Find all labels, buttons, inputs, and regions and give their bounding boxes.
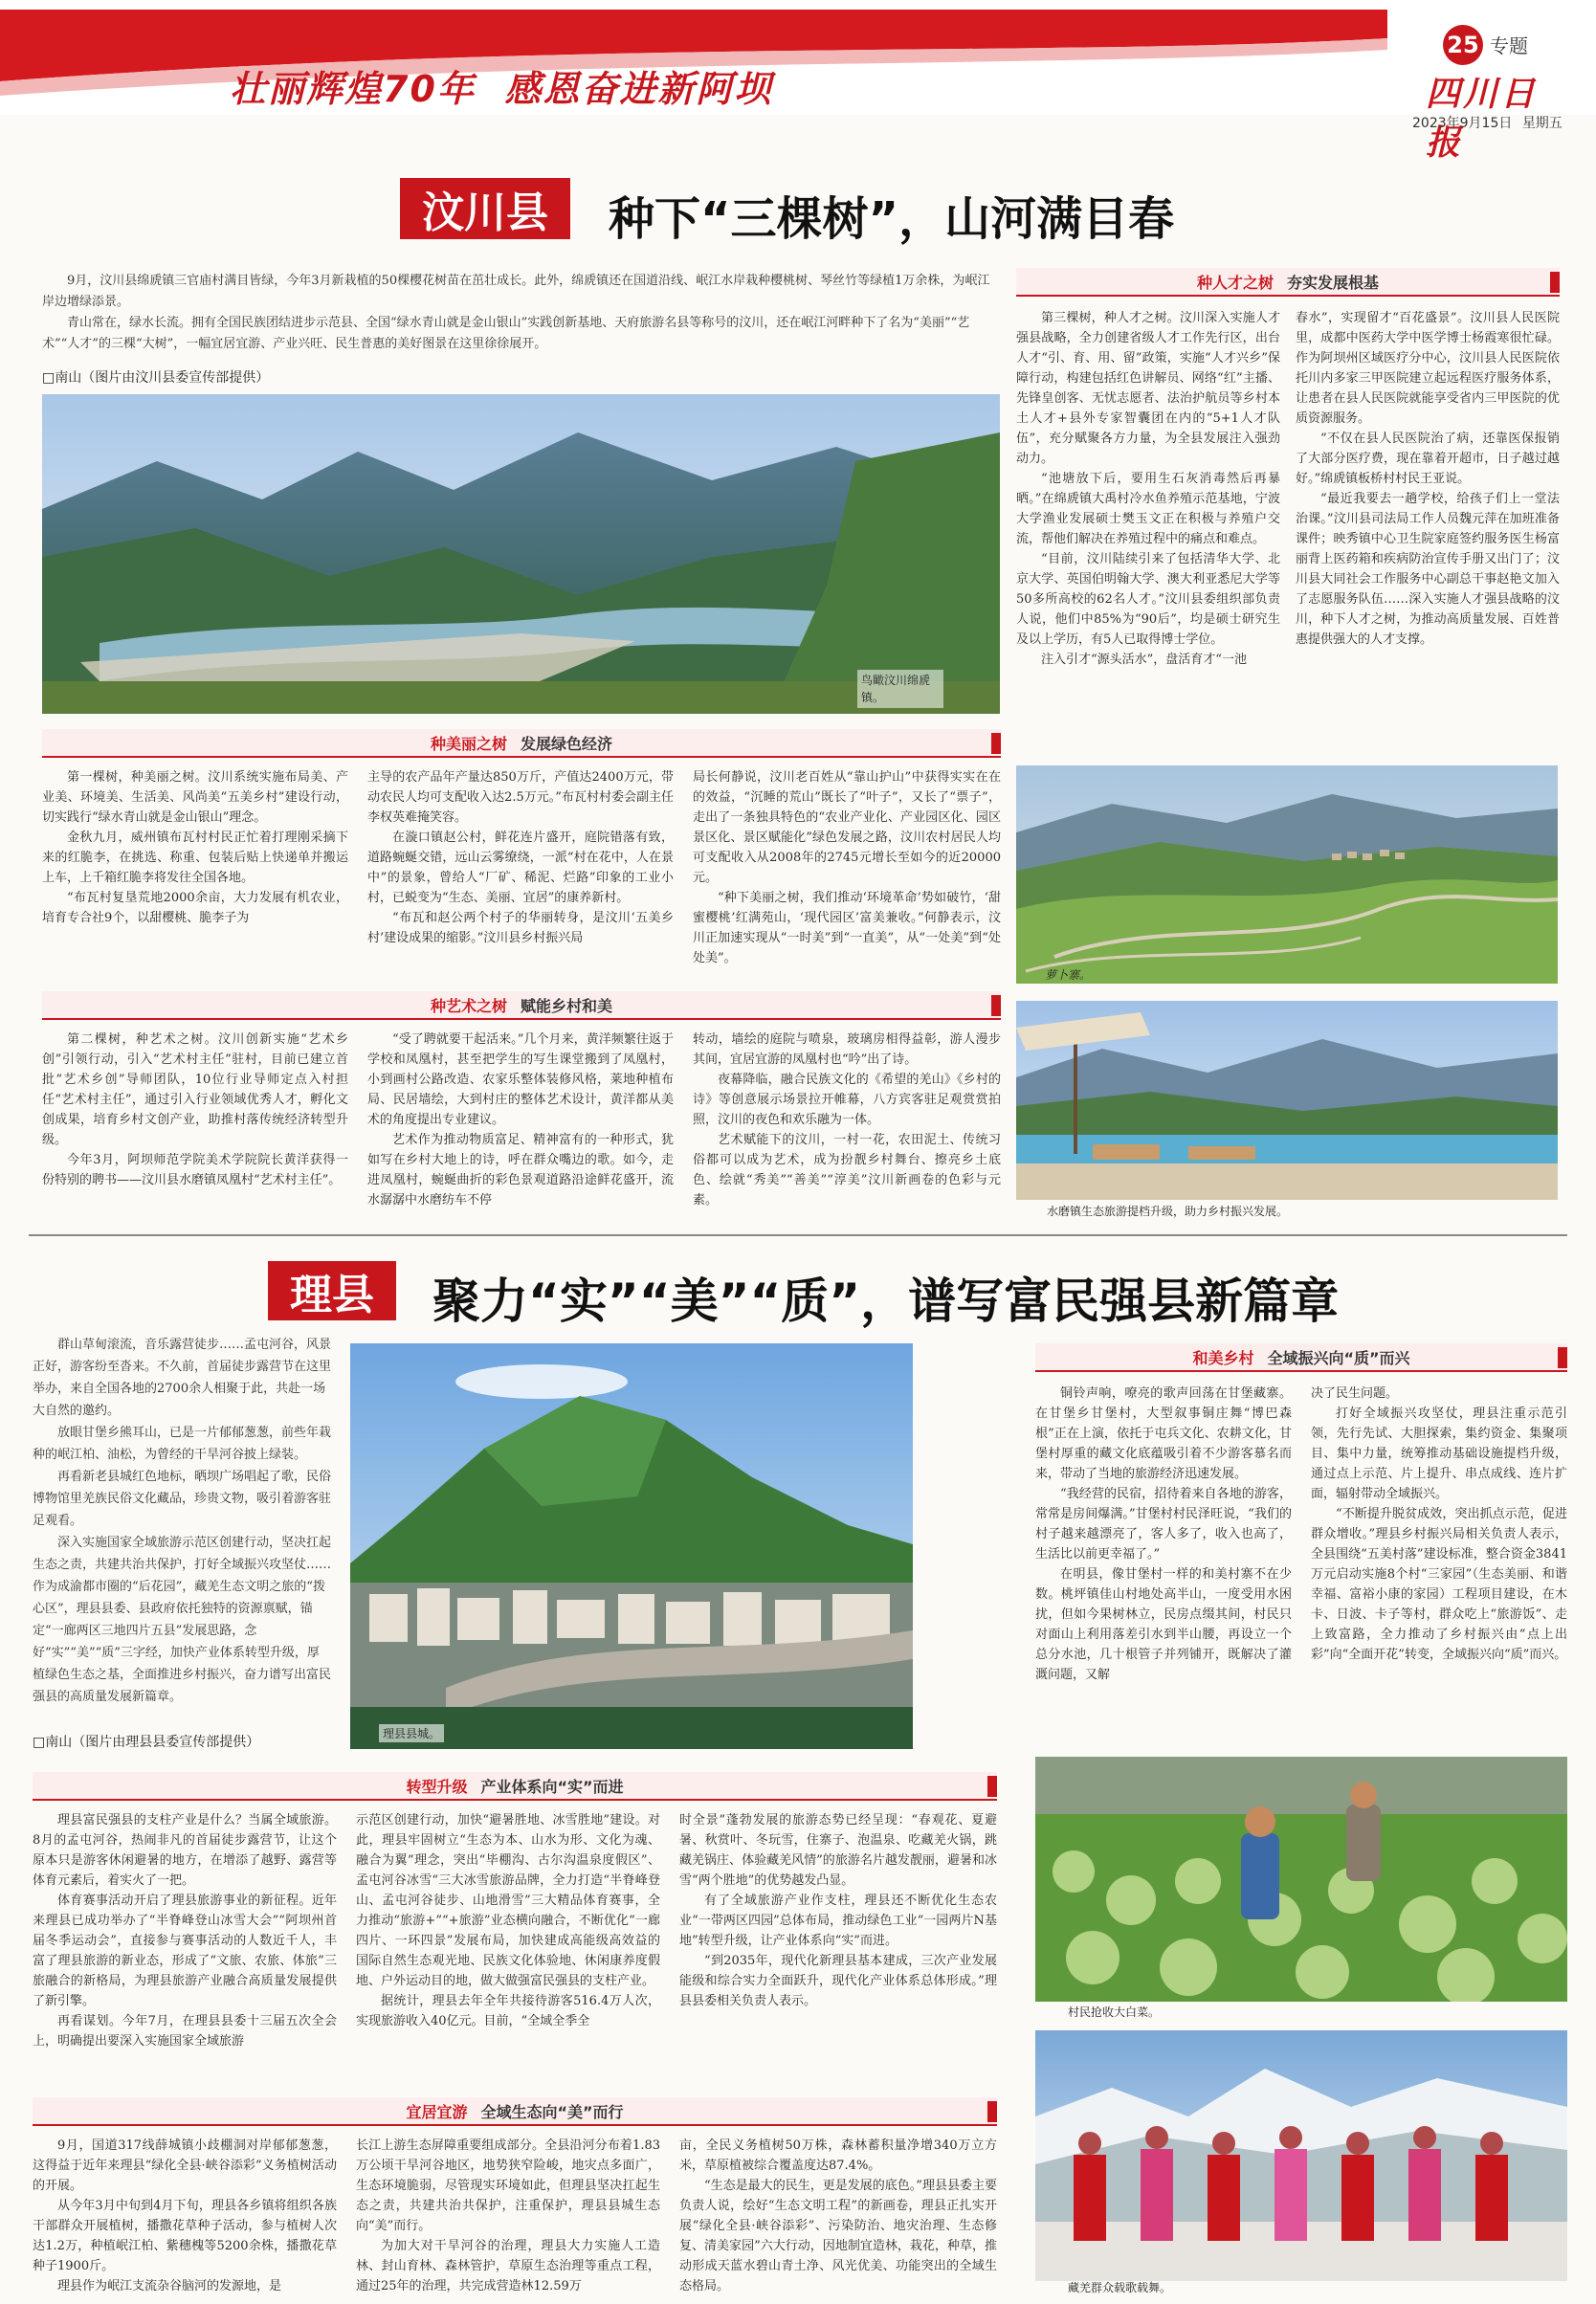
art-para: 今年3月，阿坝师范学院美术学院院长黄洋获得一份特别的聘书——汶川县水磨镇凤凰村“艺术村主任”。 (42, 1153, 348, 1187)
ecology-para: “生态是最大的民生，更是发展的底色。”理县县委主要负责人说，绘好“生态文明工程”的新画卷，理县正扎实开展“绿化全县·峡谷添彩”、污染防治、地灾治理、生态修复、清美家园”六大行动，因地制宜造林，栽花，种草，推动形成天蓝水碧山青土净、风光优美、功能突出的全域生态格局。 (679, 2179, 997, 2293)
wenchuan-tag: 汶川县 (400, 178, 570, 239)
ecology-col2 (356, 2136, 660, 2300)
upgrade-para: “到2035年，现代化新理县基本建成，三次产业发展能级和综合实力全面跃升，现代化产业体系总体形成。”理县县委相关负责人表示。 (679, 1954, 997, 2008)
upgrade-para: 时全景”蓬勃发展的旅游态势已经呈现：“春观花、夏避暑、秋赏叶、冬玩雪，住寨子、泡温泉、吃藏羌火锅，跳藏羌锅庄、体验藏羌风情”的旅游名片越发靓丽，避暑和冰雪“两个胜地”的优势越发凸显。 (679, 1813, 997, 1888)
page-number-badge (1443, 25, 1483, 65)
lixian-photo-county (350, 1343, 913, 1749)
harmony-col2 (1311, 1384, 1567, 1738)
beauty-para: “布瓦村复垦荒地2000余亩，大力发展有机农业，培育专合社9个，以甜樱桃、脆李子为 (42, 891, 348, 925)
wenchuan-lead (42, 271, 1001, 355)
lixian-lead-para: 群山草甸滚流，音乐露营徒步……孟屯河谷，风景正好，游客纷至沓来。不久前，首届徒步露营节在这里举办，来自全国各地的2700余人相聚于此，共赴一场大自然的邀约。 (33, 1338, 331, 1418)
beauty-col2 (367, 767, 674, 989)
beauty-col3 (693, 767, 1001, 989)
harmony-para: 在明县，像甘堡村一样的和美村寨不在少数。桃坪镇佳山村地处高半山，一度受用水困扰，但如今果树林立，民房点缀其间，村民只对面山上利用落差引水到半山腰，再设立一个总分水池，几十根管子并列铺开，既解决了灌溉问题，又解 (1035, 1567, 1292, 1682)
talent-para: 注入引才“源头活水”，盘活育才“一池 (1041, 653, 1247, 667)
wenchuan-photo-shuimo-caption: 水磨镇生态旅游提档升级，助力乡村振兴发展。 (1047, 1205, 1289, 1218)
talent-para: 第三棵树，种人才之树。汶川深入实施人才强县战略，全力创建省级人才工作先行区，出台人才“引、育、用、留”政策，实施“人才兴乡”保障行动，构建包括红色讲解员、网络“红”主播、先锋皇创客、无忧志愿者、法治护航员等乡村本土人才+县外专家智囊团在内的“5+1人才队伍”，充分赋聚各方力量，为全县发展注入强劲动力。 (1016, 311, 1280, 466)
ecology-para: 为加大对干旱河谷的治理，理县大力实施人工造林、封山育林、森林管护，草原生态治理等重点工程，通过25年的治理，共完成营造林12.59万 (356, 2239, 660, 2293)
art-title: 赋能乡村和美 (521, 996, 613, 1015)
ecology-para: 亩，全民义务植树50万株，森林蓄积量净增340万立方米，草原植被综合覆盖度达87.4%。 (679, 2138, 997, 2173)
lixian-byline: □南山（图片由理县县委宣传部提供） (33, 1735, 260, 1750)
lixian-lead (33, 1334, 331, 1745)
upgrade-col1 (33, 1810, 337, 2095)
upgrade-para: 理县富民强县的支柱产业是什么？当属全域旅游。8月的孟屯河谷，热闹非凡的首届徒步露营节，让这个原本只是游客休闲避暑的地方，在增添了越野、露营等体育元素后，着实火了一把。 (33, 1813, 337, 1888)
talent-para: “池塘放下后，要用生石灰消毒然后再暴晒。”在绵虒镇大禹村冷水鱼养殖示范基地，宁波大学渔业发展硕士樊玉文正在积极与养殖户交流，帮他们解决在养殖过程中的痛点和难点。 (1016, 472, 1280, 546)
upgrade-para: 再看谋划。今年7月，在理县县委十三届五次全会上，明确提出要深入实施国家全域旅游 (33, 2014, 337, 2049)
harmony-label: 和美乡村 (1192, 1348, 1254, 1367)
wenchuan-title: 种下“三棵树”，山河满目春 (609, 192, 1175, 246)
upgrade-label: 转型升级 (406, 1777, 468, 1796)
talent-col2 (1296, 308, 1560, 748)
lixian-lead-para: 深入实施国家全域旅游示范区创建行动，坚决扛起生态之责，共建共治共保护，打好全域振兴攻坚仗……作为成渝都市圈的“后花园”，藏羌生态文明之旅的“拨心区”，理县县委、县政府依托独特的资源禀赋，锚定“一廊两区三地四片五县”发展思路，念好“实”“美”“质”三字经，加快产业体系转型升级，厚植绿色生态之基，全面推进乡村振兴，奋力谱写出富民强县的高质量发展新篇章。 (33, 1536, 331, 1704)
harmony-para: “我经营的民宿，招待着来自各地的游客，常常是房间爆满。”甘堡村村民泽旺说，“我们的村子越来越漂亮了，客人多了，收入也高了，生活比以前更幸福了。” (1035, 1487, 1292, 1562)
lixian-tag: 理县 (268, 1261, 396, 1320)
wenchuan-photo-luobozhai (1016, 765, 1558, 984)
talent-para: 春水”，实现留才“百花盛景”。汶川县人民医院里，成都中医药大学中医学博士杨霞寒很忙碌。作为阿坝州区域医疗分中心，汶川县人民医院依托川内多家三甲医院建立起远程医疗服务体系，让患者在县人民医院就能享受省内三甲医院的优质资源服务。 (1296, 311, 1560, 426)
lixian-photo-cabbage-caption: 村民抢收大白菜。 (1068, 2005, 1161, 2019)
beauty-para: 局长何静说，汶川老百姓从“靠山护山”中获得实实在在的效益，“沉睡的荒山”既长了“叶子”，又长了“票子”，走出了一条独具特色的“农业产业化、产业园区化、园区景区化、景区赋能化”绿色发展之路，汶川农村居民人均可支配收入从2008年的2745元增长至如今的近20000元。 (693, 770, 1001, 885)
lixian-lead-para: 再看新老县城红色地标，晒坝广场唱起了歌，民俗博物馆里羌族民俗文化藏品，珍贵文物，吸引着游客驻足观看。 (33, 1470, 331, 1528)
ecology-col1 (33, 2136, 337, 2300)
talent-title: 夯实发展根基 (1287, 273, 1380, 292)
ecology-para: 从今年3月中旬到4月下旬，理县各乡镇将组织各族干部群众开展植树，播撒花草种子活动，参与植树人次达1.2万，种植岷江柏、紫穗槐等5200余株，播撒花草种子1900斤。 (33, 2199, 337, 2273)
paper-name: 四川日报 (1426, 74, 1539, 163)
wenchuan-photo-shuimo (1016, 1001, 1558, 1200)
harmony-para: 决了民生问题。 (1311, 1386, 1399, 1401)
beauty-para: 主导的农产品年产量达850万斤，产值达2400万元，带动农民人均可支配收入达2.5万元。”布瓦村村委会副主任李权英难掩笑容。 (367, 770, 674, 825)
ecology-para: 理县作为岷江支流杂谷脑河的发源地，是 (57, 2279, 282, 2293)
beauty-header (42, 729, 1001, 758)
beauty-para: 第一棵树，种美丽之树。汶川系统实施布局美、产业美、环境美、生活美、风尚美“五美乡村”建设行动，切实践行“绿水青山就是金山银山”理念。 (42, 770, 348, 825)
upgrade-para: 体育赛事活动开启了理县旅游事业的新征程。近年来理县已成功举办了“半脊峰登山冰雪大会”“阿坝州首届冬季运动会”，直接参与赛事活动的人数近千人，丰富了理县旅游的新业态，形成了“文旅、农旅、体旅”三旅融合的新格局，为理县旅游产业融合高质量发展提供了新引擎。 (33, 1894, 337, 2008)
beauty-title: 发展绿色经济 (521, 734, 613, 753)
issue-date: 2023年9月15日 (1412, 116, 1513, 131)
talent-label: 种人才之树 (1196, 273, 1274, 292)
ecology-header (33, 2097, 997, 2126)
harmony-para: 打好全域振兴攻坚仗，理县注重示范引领，先行先试、大胆探索，集约资金、集聚项目、集中力量，统筹推动基础设施提档升级，通过点上示范、片上提升、串点成线、连片扩面，辐射带动全域振兴。 (1311, 1407, 1567, 1501)
wenchuan-photo-valley-caption: 鸟瞰汶川绵虒镇。 (857, 670, 943, 708)
wenchuan-lead-p1: 9月，汶川县绵虒镇三官庙村满目皆绿，今年3月新栽植的50棵樱花树苗在茁壮成长。此外，绵虒镇还在国道沿线、岷江水岸栽种樱桃树、琴丝竹等绿植1万余株，为岷江岸边增绿添景。 (42, 274, 990, 309)
wenchuan-photo-luobozhai-caption: 萝卜寨。 (1045, 968, 1092, 982)
art-col1 (42, 1030, 348, 1219)
beauty-para: 在漩口镇赵公村，鲜花连片盛开，庭院错落有致，道路蜿蜒交错，远山云雾缭绕，一派“村在花中，人在景中”的景象，曾给人“厂矿、稀泥、烂路”印象的工业小村，已蜕变为“生态、美丽、宜居”的康养新村。 (367, 831, 674, 905)
ecology-para: 长江上游生态屏障重要组成部分。全县沿河分布着1.83万公顷干旱河谷地区，地势狭窄险峻，地灾点多面广，生态环境脆弱，尽管现实环境如此，但理县坚决扛起生态之责，共建共治共保护，注重保护，理县县城生态向“美”而行。 (356, 2138, 660, 2233)
lixian-photo-cabbage (1035, 1757, 1567, 2002)
upgrade-title: 产业体系向“实”而进 (480, 1777, 624, 1796)
page-number: 25 (1447, 32, 1479, 58)
section-name: 专题 (1490, 34, 1528, 57)
upgrade-col3 (679, 1810, 997, 2095)
upgrade-para: 据统计，理县去年全年共接待游客516.4万人次，实现旅游收入40亿元。目前，“全域全季全 (356, 1994, 660, 2028)
talent-para: “不仅在县人民医院治了病，还靠医保报销了大部分医疗费，现在靠着开超市，日子越过越好。”绵虒镇板桥村村民王亚说。 (1296, 432, 1560, 486)
lixian-photo-dancers-caption: 藏羌群众载歌载舞。 (1068, 2281, 1172, 2294)
art-col3 (693, 1030, 1001, 1219)
art-header (42, 991, 1001, 1020)
section-divider (29, 1234, 1567, 1236)
art-label: 种艺术之树 (430, 996, 507, 1015)
harmony-title: 全域振兴向“质”而兴 (1267, 1348, 1410, 1367)
issue-date-line (1412, 113, 1563, 132)
harmony-header (1035, 1343, 1567, 1372)
art-para: 夜幕降临，融合民族文化的《希望的羌山》《乡村的诗》等创意展示场景拉开帷幕，八方宾客驻足观赏赏拍照，汶川的夜色和欢乐融为一体。 (693, 1073, 1001, 1127)
lixian-title: 聚力“实”“美”“质”，谱写富民强县新篇章 (432, 1274, 1340, 1329)
ecology-para: 9月，国道317线薛城镇小歧棚洞对岸郁郁葱葱，这得益于近年来理县“绿化全县·峡谷添彩”义务植树活动的开展。 (33, 2138, 337, 2193)
art-para: “受了聘就要干起活来。”几个月来，黄洋频繁往返于学校和凤凰村，甚至把学生的写生课堂搬到了凤凰村，小到画村公路改造、农家乐整体装修风格，莱地种植布局、民居墙绘，大到村庄的整体艺术设计，黄洋都从美术的角度提出专业建议。 (367, 1032, 674, 1127)
art-para: 第二棵树，种艺术之树。汶川创新实施“艺术乡创”引领行动，引入“艺术村主任”驻村，目前已建立首批“艺术乡创”导师团队，10位行业导师定点入村担任“艺术村主任”，通过引入行业领域优秀人才，孵化文创成果，培育乡村文创产业，助推村落传统经济转型升级。 (42, 1032, 348, 1147)
talent-col1 (1016, 308, 1280, 748)
harmony-para: “不断提升脱贫成效，突出抓点示范，促进群众增收。”理县乡村振兴局相关负责人表示，全县围绕“五美村落”建设标准，整合资金3841万元启动实施8个村“三家园”（生态美丽、和谐幸福、富裕小康的家园）工程项目建设，在木卡、日波、卡子等村，群众吃上“旅游饭”、走上致富路，全力推动了乡村振兴由“点上出彩”向“全面开花”转变，全域振兴向“质”而兴。 (1311, 1507, 1567, 1662)
beauty-para: “种下美丽之树，我们推动‘环境革命’势如破竹，‘甜蜜樱桃’红满苑山，‘现代园区’富美兼收。”何静表示，汶川正加速实现从“一时美”到“一直美”，从“一处美”到“处处美”。 (693, 891, 1001, 965)
art-col2 (367, 1030, 674, 1219)
lixian-photo-county-caption: 理县县城。 (379, 1724, 444, 1742)
wenchuan-lead-p2: 青山常在，绿水长流。拥有全国民族团结进步示范县、全国“绿水青山就是金山银山”实践创新基地、天府旅游名县等称号的汶川，还在岷江河畔种下了名为“美丽”“艺术”“人才”的三棵“大树”，一幅宜居宜游、产业兴旺、民生普惠的美好图景在这里徐徐展开。 (42, 316, 970, 351)
upgrade-para: 示范区创建行动，加快“避暑胜地、冰雪胜地”建设。对此，理县牢固树立“生态为本、山水为形、文化为魂、融合为翼”理念，突出“毕棚沟、古尔沟温泉度假区”、孟屯河谷冰雪“三大冰雪旅游品牌，全力打造“半脊峰登山、孟屯河谷徒步、山地滑雪”三大精品体育赛事，全力推动“旅游+”“+旅游”业态横向融合，不断优化“一廊四片、一环四景”发展布局，加快建成高能级高效益的国际自然生态观光地、民族文化体验地、休闲康养度假地、户外运动目的地，做大做强富民强县的支柱产业。 (356, 1813, 660, 1988)
beauty-para: “布瓦和赵公两个村子的华丽转身，是汶川‘五美乡村’建设成果的缩影。”汶川县乡村振兴局 (367, 911, 674, 945)
upgrade-para: 有了全域旅游产业作支柱，理县还不断优化生态农业“一带两区四园”总体布局，推动绿色工业“一园两片N基地”转型升级，让产业体系向“实”而进。 (679, 1894, 997, 1948)
talent-para: “目前，汶川陆续引来了包括清华大学、北京大学、英国伯明翰大学、澳大利亚悉尼大学等50多所高校的62名人才。”汶川县委组织部负责人说，他们中85%为“90后”，均是硕士研究生及以上学历，有5人已取得博士学位。 (1016, 552, 1280, 647)
ecology-title: 全域生态向“美”而行 (480, 2102, 624, 2121)
beauty-col1 (42, 767, 348, 989)
lixian-photo-dancers (1035, 2030, 1567, 2281)
talent-header (1016, 268, 1560, 297)
beauty-para: 金秋九月，威州镇布瓦村村民正忙着打理刚采摘下来的红脆李，在挑选、称重、包装后贴上快递单并搬运上车，上千箱红脆李将发往全国各地。 (42, 831, 348, 885)
masthead-slogan: 壮丽辉煌70年 感恩奋进新阿坝 (230, 68, 773, 110)
issue-weekday: 星期五 (1521, 116, 1563, 131)
wenchuan-byline: □南山（图片由汶川县委宣传部提供） (42, 370, 270, 386)
ecology-label: 宜居宜游 (406, 2102, 468, 2121)
art-para: 转动，墙绘的庭院与喷泉，玻璃房相得益彰，游人漫步其间，宜居宜游的凤凰村也“吟”出了诗。 (693, 1032, 1001, 1067)
harmony-col1 (1035, 1384, 1292, 1738)
ecology-col3 (679, 2136, 997, 2300)
wenchuan-photo-valley (42, 394, 1000, 714)
beauty-label: 种美丽之树 (430, 734, 507, 753)
upgrade-col2 (356, 1810, 660, 2095)
art-para: 艺术赋能下的汶川，一村一花，农田泥土、传统习俗都可以成为艺术，成为扮靓乡村舞台、擦亮乡土底色、绘就“秀美”“善美”“淳美”汶川新画卷的色彩与元素。 (693, 1133, 1001, 1207)
lixian-lead-para: 放眼甘堡乡熊耳山，已是一片郁郁葱葱，前些年栽种的岷江柏、油松，为曾经的干旱河谷披上绿装。 (33, 1426, 331, 1462)
art-para: 艺术作为推动物质富足、精神富有的一种形式，犹如写在乡村大地上的诗，呼在群众嘴边的歌。如今，走进凤凰村，蜿蜒曲折的彩色景观道路沿途鲜花盛开，流水潺潺中水磨纺车不停 (367, 1133, 674, 1207)
talent-para: “最近我要去一趟学校，给孩子们上一堂法治课。”汶川县司法局工作人员魏元萍在加班准备课件；映秀镇中心卫生院家庭签约服务医生杨富丽背上医药箱和疾病防治宣传手册又出门了；汶川县大同社会工作服务中心副总干事赵艳文加入了志愿服务队伍……深入实施人才强县战略的汶川，种下人才之树，为推动高质量发展、百姓普惠提供强大的人才支撑。 (1296, 492, 1560, 647)
harmony-para: 铜铃声响，嘹亮的歌声回荡在甘堡藏寨。在甘堡乡甘堡村，大型叙事铜庄舞“博巴森根”正在上演，依托于屯兵文化、农耕文化，甘堡村厚重的藏文化底蕴吸引着不少游客慕名而来，带动了当地的旅游经济迅速发展。 (1035, 1386, 1292, 1481)
upgrade-header (33, 1772, 997, 1801)
